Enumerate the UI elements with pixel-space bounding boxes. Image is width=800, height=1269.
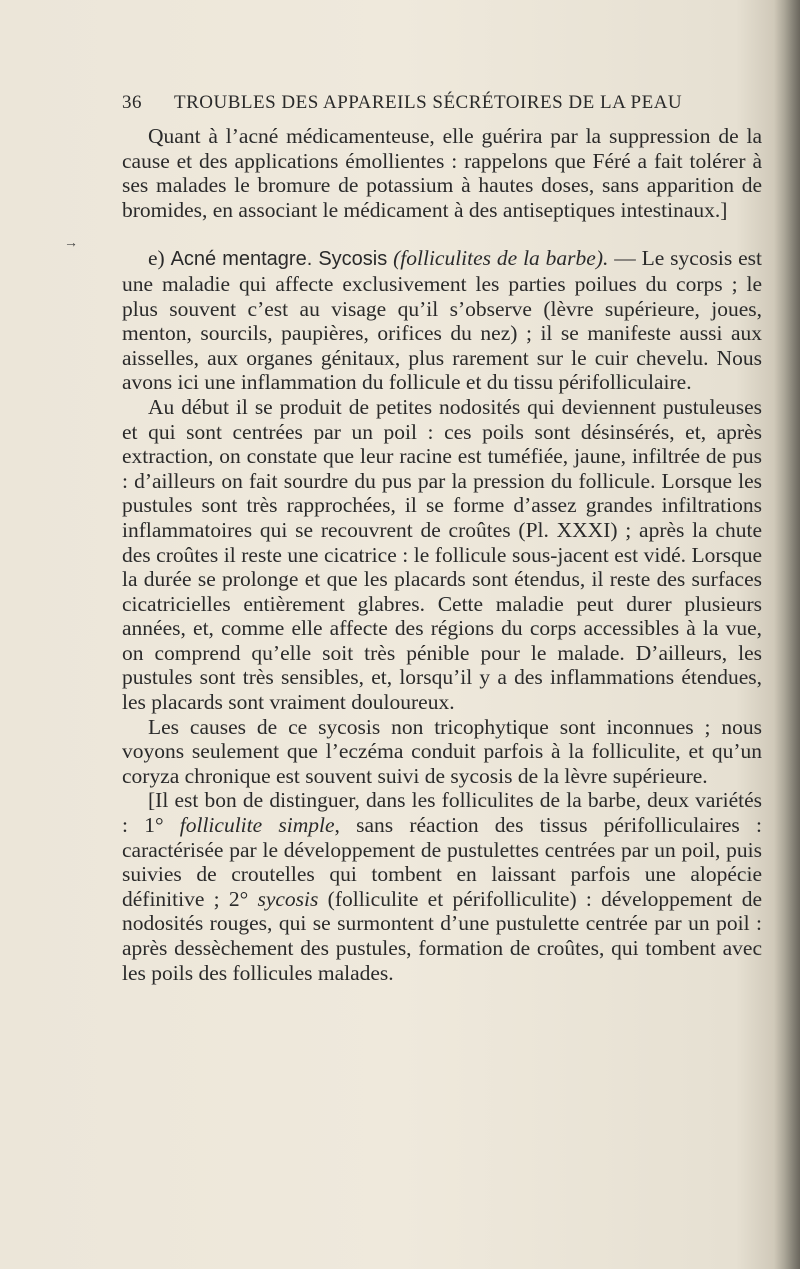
page-number: 36	[122, 92, 142, 113]
section-label: e)	[148, 246, 171, 271]
section-title: Acné mentagre. Sycosis	[170, 248, 388, 271]
section-subtitle: (folliculites de la barbe).	[393, 246, 609, 271]
body-text	[122, 124, 762, 985]
paragraph-varietes	[122, 788, 762, 985]
varietes-text-b: , sans réaction des tissus périfolliculaires : caractérisée par le développement de pustulettes centrées par un poil, puis suivies de croutelles qui tombent en laissant parfois une alopécie définitive ; 2°	[122, 813, 762, 911]
section-text: Le sycosis est une maladie qui affecte exclusivement les parties poilues du corps ; le plus souvent c’est au visage qu’il s’observe (lèvre supérieure, joues, menton, sourcils, paupières, orifices du nez) ; il se manifeste aussi aux aisselles, aux organes génitaux, plus rarement sur le cuir chevelu. Nous avons ici une inflammation du follicule et du tissu périfolliculaire.	[122, 246, 763, 395]
paragraph-acne-mentagre	[122, 246, 762, 395]
term-folliculite-simple: folliculite simple	[179, 813, 335, 838]
paragraph-debut: Au début il se produit de petites nodosités qui deviennent pustuleuses et qui sont centrées par un poil : ces poils sont désinsérés, et, après extraction, on constate que leur racine est tuméfiée, jaune, infiltrée de pus : d’ailleurs on fait sourdre du pus par la pression du follicule. Lorsque les pustules sont très rapprochées, il se forme d’assez grandes infiltrations inflammatoires qui se recouvrent de croûtes (Pl. XXXI) ; après la chute des croûtes il reste une cicatrice : le follicule sous-jacent est vidé. Lorsque la durée se prolonge et que les placards sont étendus, il reste des surfaces cicatricielles entièrement glabres. Cette maladie peut durer plusieurs années, et, comme elle affecte des régions du corps accessibles à la vue, on comprend qu’elle soit très pénible pour le malade. D’ailleurs, les pustules sont très sensibles, et, lorsqu’il y a des inflammations étendues, les placards sont vraiment douloureux.	[122, 394, 762, 715]
varietes-text-a: [Il est bon de distinguer, dans les folliculites de la barbe, deux variétés : 1°	[122, 788, 762, 838]
section-dash: —	[608, 246, 642, 271]
running-header	[122, 92, 762, 114]
paragraph-causes: Les causes de ce sycosis non tricophytique sont inconnues ; nous voyons seulement que l’eczéma conduit parfois à la folliculite, et qu’un coryza chronique est souvent suivi de sycosis de la lèvre supérieure.	[122, 714, 762, 788]
page-edge-shadow	[774, 0, 800, 1269]
term-sycosis: sycosis	[257, 886, 319, 911]
margin-arrow-mark: →	[64, 236, 78, 251]
varietes-text-c: (folliculite et périfolliculite) : développement de nodosités rouges, qui se surmontent d’une pustulette centrée par un poil : après dessèchement des pustules, formation de croûtes, qui tombent avec les poils des follicules malades.	[122, 886, 762, 985]
running-title: TROUBLES DES APPAREILS SÉCRÉTOIRES DE LA PEAU	[174, 92, 683, 113]
paragraph-acne-medicamenteuse: Quant à l’acné médicamenteuse, elle guérira par la suppression de la cause et des applications émollientes : rappelons que Féré a fait tolérer à ses malades le bromure de potassium à hautes doses, sans apparition de bromides, en associant le médicament à des antiseptiques intestinaux.]	[122, 124, 762, 222]
